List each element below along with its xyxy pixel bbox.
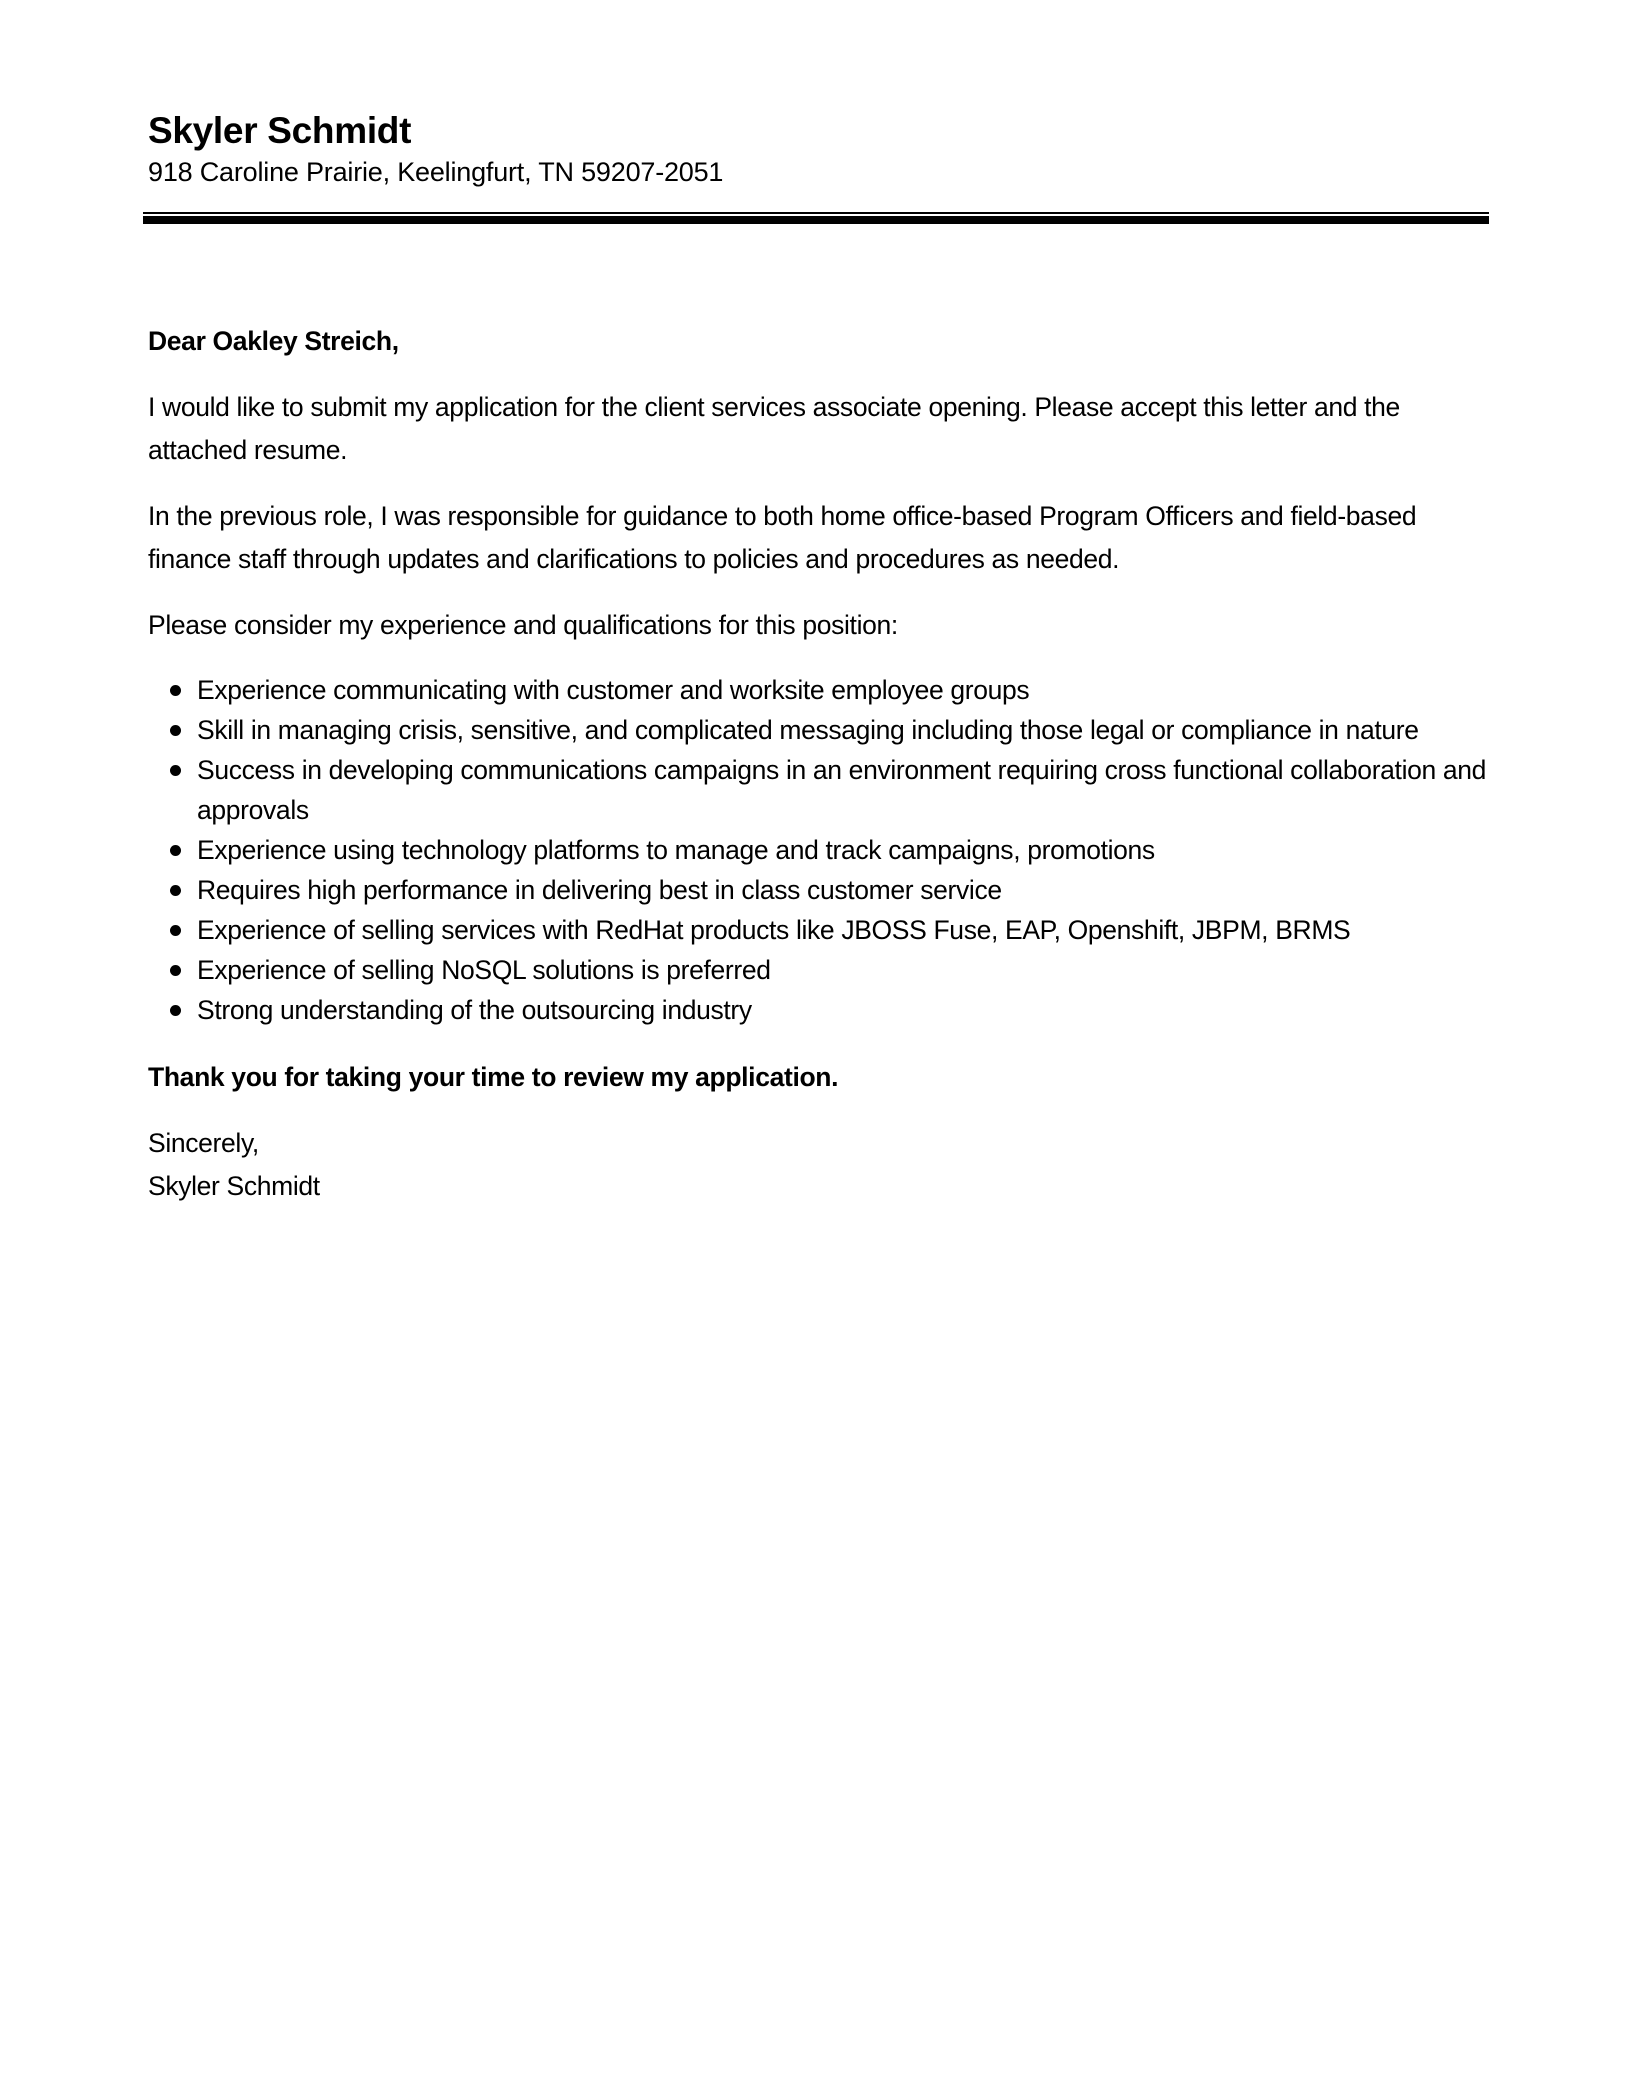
- divider-thick-line: [143, 216, 1489, 224]
- list-item-text: Experience using technology platforms to manage and track campaigns, promotions: [197, 835, 1155, 865]
- list-item-text: Requires high performance in delivering best in class customer service: [197, 875, 1002, 905]
- bullet-icon: [170, 1005, 181, 1016]
- list-item-text: Success in developing communications campaigns in an environment requiring cross functional collaboration and approvals: [197, 755, 1487, 825]
- list-item: [148, 910, 1488, 950]
- list-item: [148, 750, 1488, 830]
- divider-thin-line: [143, 212, 1489, 214]
- list-item: [148, 830, 1488, 870]
- qualifications-list: [148, 670, 1488, 1030]
- list-item: [148, 670, 1488, 710]
- bullet-icon: [170, 885, 181, 896]
- list-item: [148, 710, 1488, 750]
- bullet-icon: [170, 765, 181, 776]
- list-item-text: Experience communicating with customer and worksite employee groups: [197, 675, 1030, 705]
- list-item-text: Skill in managing crisis, sensitive, and complicated messaging including those legal or compliance in nature: [197, 715, 1419, 745]
- bullet-icon: [170, 725, 181, 736]
- closing-phrase: Sincerely,: [148, 1128, 259, 1158]
- letter-header: [148, 108, 1490, 190]
- closing-block: [148, 1122, 1488, 1208]
- list-item: [148, 870, 1488, 910]
- list-item-text: Experience of selling NoSQL solutions is preferred: [197, 955, 771, 985]
- list-item: [148, 990, 1488, 1030]
- list-item: [148, 950, 1488, 990]
- letter-body: [148, 320, 1488, 1208]
- paragraph-experience: In the previous role, I was responsible for guidance to both home office-based Program Officers and field-based finance staff through updates and clarifications to policies and procedures as needed.: [148, 501, 1417, 574]
- signature: Skyler Schmidt: [148, 1171, 320, 1201]
- bullet-icon: [170, 845, 181, 856]
- bullet-icon: [170, 925, 181, 936]
- bullet-icon: [170, 965, 181, 976]
- salutation: Dear Oakley Streich,: [148, 326, 399, 356]
- thank-you-line: Thank you for taking your time to review my application.: [148, 1062, 839, 1092]
- list-item-text: Strong understanding of the outsourcing industry: [197, 995, 752, 1025]
- sender-name: Skyler Schmidt: [148, 110, 412, 151]
- paragraph-intro: I would like to submit my application for the client services associate opening. Please accept this letter and the attached resume.: [148, 392, 1400, 465]
- paragraph-qualifications-lead: Please consider my experience and qualifications for this position:: [148, 610, 898, 640]
- bullet-icon: [170, 685, 181, 696]
- sender-address: 918 Caroline Prairie, Keelingfurt, TN 59207-2051: [148, 157, 724, 187]
- list-item-text: Experience of selling services with RedHat products like JBOSS Fuse, EAP, Openshift, JBPM, BRMS: [197, 915, 1351, 945]
- header-divider: [143, 212, 1489, 224]
